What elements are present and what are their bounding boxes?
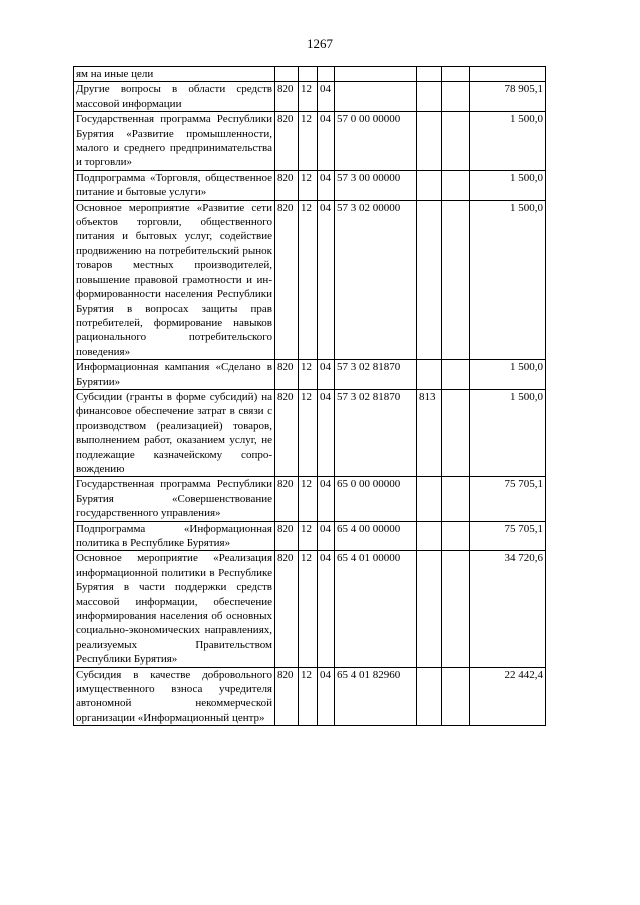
section-code-cell: 12 [299, 521, 318, 551]
grbs-code-cell: 820 [275, 667, 299, 726]
row-name-cell: Основное мероприятие «Реализация информационной политики в Республике Бурятия в части поддержки средств массовой информации, обеспечение информирования населения об основных социально-экономических направлениях, реализуемых Правительством Республики Бурятия» [74, 551, 275, 667]
target-article-cell: 65 4 01 82960 [335, 667, 417, 726]
amount-cell [470, 67, 546, 82]
row-name-cell: Субсидия в качестве добровольного имущественного взноса учредителя автономной некоммерческой организации «Информационный центр» [74, 667, 275, 726]
table-row [74, 67, 546, 82]
amount-cell: 22 442,4 [470, 667, 546, 726]
grbs-code-cell: 820 [275, 551, 299, 667]
amount-cell: 1 500,0 [470, 389, 546, 476]
expense-type-cell [417, 200, 442, 359]
section-code-cell: 12 [299, 389, 318, 476]
empty-cell [442, 200, 470, 359]
row-name-cell: ям на иные цели [74, 67, 275, 82]
empty-cell [442, 360, 470, 390]
table-body [74, 67, 546, 726]
amount-cell: 34 720,6 [470, 551, 546, 667]
empty-cell [442, 82, 470, 112]
grbs-code-cell: 820 [275, 200, 299, 359]
target-article-cell [335, 82, 417, 112]
section-code-cell [299, 67, 318, 82]
target-article-cell: 65 4 00 00000 [335, 521, 417, 551]
expense-type-cell [417, 477, 442, 521]
expense-type-cell [417, 170, 442, 200]
subsection-code-cell: 04 [318, 82, 335, 112]
target-article-cell: 57 3 02 81870 [335, 389, 417, 476]
amount-cell: 78 905,1 [470, 82, 546, 112]
section-code-cell: 12 [299, 82, 318, 112]
expense-type-cell [417, 67, 442, 82]
empty-cell [442, 667, 470, 726]
empty-cell [442, 521, 470, 551]
page-number: 1267 [307, 36, 333, 51]
table-row [74, 112, 546, 171]
grbs-code-cell: 820 [275, 170, 299, 200]
subsection-code-cell: 04 [318, 389, 335, 476]
grbs-code-cell [275, 67, 299, 82]
table-row [74, 521, 546, 551]
table-row [74, 389, 546, 476]
table-row [74, 170, 546, 200]
row-name-cell: Государственная программа Республики Бурятия «Развитие промышленности, малого и среднего предпринимательства и торговли» [74, 112, 275, 171]
table-row [74, 477, 546, 521]
empty-cell [442, 67, 470, 82]
target-article-cell: 57 3 02 00000 [335, 200, 417, 359]
table-row [74, 360, 546, 390]
expense-type-cell [417, 360, 442, 390]
expense-type-cell [417, 551, 442, 667]
grbs-code-cell: 820 [275, 112, 299, 171]
expense-type-cell [417, 112, 442, 171]
target-article-cell: 65 0 00 00000 [335, 477, 417, 521]
row-name-cell: Подпрограмма «Торговля, общественное питание и бытовые услуги» [74, 170, 275, 200]
subsection-code-cell: 04 [318, 477, 335, 521]
row-name-cell: Субсидии (гранты в форме субсидий) на финансовое обеспечение затрат в связи с производством (реализацией) товаров, выполнением работ, оказанием услуг, не подлежащие казначейскому сопровождению [74, 389, 275, 476]
table-row [74, 200, 546, 359]
section-code-cell: 12 [299, 667, 318, 726]
target-article-cell: 57 3 00 00000 [335, 170, 417, 200]
empty-cell [442, 112, 470, 171]
budget-table [73, 66, 546, 726]
section-code-cell: 12 [299, 360, 318, 390]
subsection-code-cell: 04 [318, 360, 335, 390]
target-article-cell [335, 67, 417, 82]
subsection-code-cell: 04 [318, 200, 335, 359]
section-code-cell: 12 [299, 551, 318, 667]
row-name-cell: Информационная кампания «Сделано в Бурятии» [74, 360, 275, 390]
subsection-code-cell: 04 [318, 667, 335, 726]
subsection-code-cell: 04 [318, 551, 335, 667]
section-code-cell: 12 [299, 200, 318, 359]
row-name-cell: Государственная программа Республики Бурятия «Совершенствование государственного управления» [74, 477, 275, 521]
amount-cell: 1 500,0 [470, 360, 546, 390]
table-row [74, 82, 546, 112]
target-article-cell: 65 4 01 00000 [335, 551, 417, 667]
row-name-cell: Основное мероприятие «Развитие сети объектов торговли, общественного питания и бытовых услуг, содействие продвижению на потребительский рынок товаров местных производителей, повышение правовой грамотности и информированности населения Республики Бурятия в вопросах защиты прав потребителей, формирование навыков рационального потребительского поведения» [74, 200, 275, 359]
section-code-cell: 12 [299, 112, 318, 171]
table-row [74, 551, 546, 667]
subsection-code-cell [318, 67, 335, 82]
subsection-code-cell: 04 [318, 521, 335, 551]
grbs-code-cell: 820 [275, 82, 299, 112]
empty-cell [442, 477, 470, 521]
row-name-cell: Другие вопросы в области средств массовой информации [74, 82, 275, 112]
amount-cell: 75 705,1 [470, 521, 546, 551]
amount-cell: 1 500,0 [470, 170, 546, 200]
row-name-cell: Подпрограмма «Информационная политика в Республике Бурятия» [74, 521, 275, 551]
grbs-code-cell: 820 [275, 389, 299, 476]
amount-cell: 75 705,1 [470, 477, 546, 521]
empty-cell [442, 170, 470, 200]
grbs-code-cell: 820 [275, 360, 299, 390]
table-row [74, 667, 546, 726]
subsection-code-cell: 04 [318, 112, 335, 171]
expense-type-cell: 813 [417, 389, 442, 476]
section-code-cell: 12 [299, 170, 318, 200]
grbs-code-cell: 820 [275, 521, 299, 551]
section-code-cell: 12 [299, 477, 318, 521]
expense-type-cell [417, 667, 442, 726]
amount-cell: 1 500,0 [470, 112, 546, 171]
empty-cell [442, 389, 470, 476]
expense-type-cell [417, 521, 442, 551]
target-article-cell: 57 0 00 00000 [335, 112, 417, 171]
subsection-code-cell: 04 [318, 170, 335, 200]
target-article-cell: 57 3 02 81870 [335, 360, 417, 390]
grbs-code-cell: 820 [275, 477, 299, 521]
expense-type-cell [417, 82, 442, 112]
empty-cell [442, 551, 470, 667]
amount-cell: 1 500,0 [470, 200, 546, 359]
